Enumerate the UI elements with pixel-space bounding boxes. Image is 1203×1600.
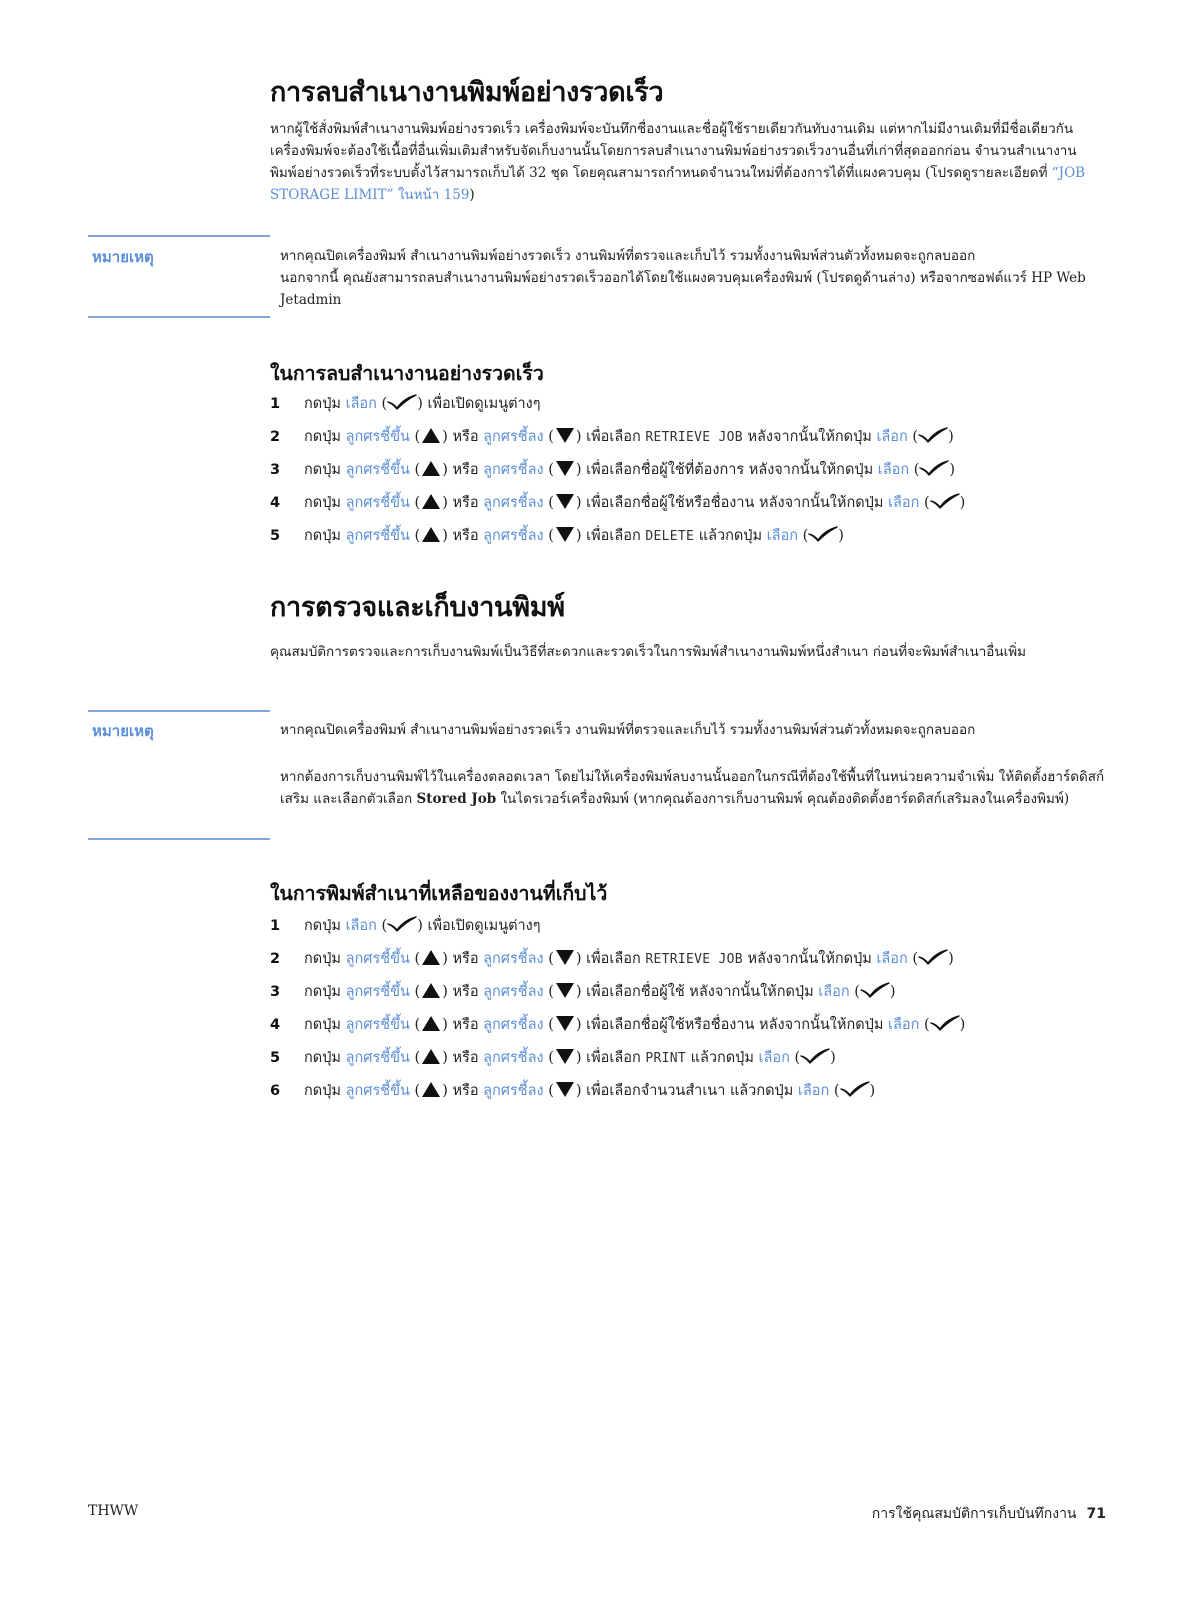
step-body: กดปุ่ม ลูกศรชี้ขึ้น ( ) หรือ ลูกศรชี้ลง ( ) เพื่อเลือก PRINT แล้วกดปุ่ม เลือก ( ) [304, 1050, 836, 1066]
paragraph-text-end: ) [469, 187, 475, 203]
step-number: 3 [270, 984, 281, 1000]
up-arrow-button-label[interactable]: ลูกศรชี้ขึ้น [345, 495, 410, 511]
down-arrow-button-label[interactable]: ลูกศรชี้ลง [483, 1050, 544, 1066]
checkmark-icon [930, 1015, 960, 1031]
up-arrow-triangle-icon [422, 1049, 440, 1064]
section-title-quick-copy-delete: การลบสำเนางานพิมพ์อย่างรวดเร็ว [270, 77, 664, 108]
up-arrow-triangle-icon [422, 950, 440, 965]
step-text: แล้วกดปุ่ม [694, 528, 767, 544]
step-text: แล้วกดปุ่ม [685, 1050, 759, 1066]
step-text: หลังจากนั้นให้กดปุ่ม [742, 951, 877, 967]
down-arrow-triangle-icon [556, 527, 574, 542]
note-label-2: หมายเหตุ [92, 722, 154, 740]
step-text: เพื่อเลือกจำนวนสำเนา [581, 1083, 726, 1099]
step-text: หรือ [447, 429, 484, 445]
up-arrow-button-label[interactable]: ลูกศรชี้ขึ้น [345, 1083, 410, 1099]
subsection-title-print-remaining: ในการพิมพ์สำเนาที่เหลือของงานที่เก็บไว้ [270, 882, 608, 905]
step-text: หรือ [447, 951, 484, 967]
down-arrow-button-label[interactable]: ลูกศรชี้ลง [483, 495, 544, 511]
note-top-rule [88, 235, 270, 237]
step-text: เพื่อเลือก [581, 429, 646, 445]
step-text: เพื่อเลือก [581, 951, 646, 967]
step-text: เพื่อเลือกชื่อผู้ใช้ที่ต้องการ [581, 462, 745, 478]
down-arrow-button-label[interactable]: ลูกศรชี้ลง [483, 984, 544, 1000]
step-text: กดปุ่ม [304, 1050, 346, 1066]
select-button-label[interactable]: เลือก [345, 396, 377, 412]
step-body: กดปุ่ม ลูกศรชี้ขึ้น ( ) หรือ ลูกศรชี้ลง ( ) เพื่อเลือกชื่อผู้ใช้หรือชื่องาน หลังจากนั้นให้กดปุ่ม เลือก ( ) [304, 495, 966, 511]
step-number: 2 [270, 951, 281, 967]
select-button-label[interactable]: เลือก [888, 495, 920, 511]
step-text: หรือ [447, 462, 484, 478]
step-body: กดปุ่ม ลูกศรชี้ขึ้น ( ) หรือ ลูกศรชี้ลง ( ) เพื่อเลือกชื่อผู้ใช้ หลังจากนั้นให้กดปุ่ม เลือก ( ) [304, 984, 896, 1000]
checkmark-icon [800, 1048, 830, 1064]
note-bottom-rule [88, 316, 270, 318]
page-number: 71 [1086, 1506, 1106, 1522]
select-button-label[interactable]: เลือก [758, 1050, 790, 1066]
note-label: หมายเหตุ [92, 248, 154, 266]
step-text: กดปุ่ม [304, 528, 346, 544]
up-arrow-triangle-icon [422, 494, 440, 509]
up-arrow-button-label[interactable]: ลูกศรชี้ขึ้น [345, 462, 410, 478]
down-arrow-triangle-icon [556, 494, 574, 509]
select-button-label[interactable]: เลือก [876, 429, 908, 445]
select-button-label[interactable]: เลือก [797, 1083, 830, 1099]
step-number: 6 [270, 1083, 281, 1099]
step-text: เพื่อเลือกชื่อผู้ใช้หรือชื่องาน [581, 495, 755, 511]
step-body: กดปุ่ม ลูกศรชี้ขึ้น ( ) หรือ ลูกศรชี้ลง ( ) เพื่อเลือกชื่อผู้ใช้หรือชื่องาน หลังจากนั้นให้กดปุ่ม เลือก ( ) [304, 1017, 966, 1033]
select-button-label[interactable]: เลือก [345, 918, 377, 934]
note-bottom-rule-2 [88, 838, 270, 840]
up-arrow-triangle-icon [422, 527, 440, 542]
down-arrow-button-label[interactable]: ลูกศรชี้ลง [483, 462, 544, 478]
step-text: เพื่อเปิดดูเมนูต่างๆ [422, 918, 541, 934]
note-text-line-2: นอกจากนี้ คุณยังสามารถลบสำเนางานพิมพ์อย่างรวดเร็วออกได้โดยใช้แผงควบคุมเครื่องพิมพ์ (โปรดดูด้านล่าง) หรือจากซอฟต์แวร์ HP Web Jetadmin [280, 270, 1086, 308]
up-arrow-button-label[interactable]: ลูกศรชี้ขึ้น [345, 429, 410, 445]
up-arrow-triangle-icon [422, 1082, 440, 1097]
checkmark-icon [808, 526, 838, 542]
paragraph-text: หากผู้ใช้สั่งพิมพ์สำเนางานพิมพ์อย่างรวดเร็ว เครื่องพิมพ์จะบันทึกชื่องานและชื่อผู้ใช้รายเดียวกันทับงานเดิม แต่หากไม่มีงานเดิมที่มีชื่อเดียวกัน เครื่องพิมพ์จะต้องใช้เนื้อที่อื่นเพิ่มเติมสำหรับจัดเก็บงานนั้นโดยการลบสำเนางานพิมพ์อย่างรวดเร็วงานอื่นที่เก่าที่สุดออกก่อน จำนวนสำเนางานพิมพ์อย่างรวดเร็วที่ระบบตั้งไว้สามารถเก็บได้ 32 ชุด โดยคุณสามารถกำหนดจำนวนใหม่ที่ต้องการได้ที่แผงควบคุม (โปรดดูรายละเอียดที่ [270, 121, 1077, 181]
step-text: หลังจากนั้นให้กดปุ่ม [754, 1017, 889, 1033]
down-arrow-button-label[interactable]: ลูกศรชี้ลง [483, 951, 544, 967]
step-text: หรือ [447, 1017, 484, 1033]
step-text: แล้วกดปุ่ม [725, 1083, 798, 1099]
up-arrow-button-label[interactable]: ลูกศรชี้ขึ้น [345, 1050, 410, 1066]
menu-item-code: PRINT [645, 1051, 686, 1066]
step-text: หลังจากนั้นให้กดปุ่ม [742, 429, 877, 445]
note-text-line-1: หากคุณปิดเครื่องพิมพ์ สำเนางานพิมพ์อย่างรวดเร็ว งานพิมพ์ที่ตรวจและเก็บไว้ รวมทั้งงานพิมพ์ส่วนตัวทั้งหมดจะถูกลบออก [280, 248, 976, 264]
step-body: กดปุ่ม ลูกศรชี้ขึ้น ( ) หรือ ลูกศรชี้ลง ( ) เพื่อเลือก RETRIEVE JOB หลังจากนั้นให้กดปุ่ม เลือก ( ) [304, 951, 954, 967]
up-arrow-triangle-icon [422, 461, 440, 476]
down-arrow-triangle-icon [556, 461, 574, 476]
step-body: กดปุ่ม เลือก ( ) เพื่อเปิดดูเมนูต่างๆ [304, 396, 541, 412]
menu-item-code: RETRIEVE JOB [645, 430, 743, 445]
checkmark-icon [930, 493, 960, 509]
up-arrow-triangle-icon [422, 983, 440, 998]
checkmark-icon [840, 1081, 870, 1097]
section-title-proof-and-hold: การตรวจและเก็บงานพิมพ์ [270, 592, 565, 623]
checkmark-icon [919, 460, 949, 476]
footer-code: THWW [88, 1503, 139, 1519]
up-arrow-triangle-icon [422, 1016, 440, 1031]
step-text: กดปุ่ม [304, 918, 346, 934]
step-text: กดปุ่ม [304, 951, 346, 967]
step-text: หลังจากนั้นให้กดปุ่ม [754, 495, 889, 511]
step-text: หลังจากนั้นให้กดปุ่ม [744, 462, 878, 478]
step-text: กดปุ่ม [304, 984, 346, 1000]
step-text: เพื่อเลือกชื่อผู้ใช้ [581, 984, 685, 1000]
step-text: กดปุ่ม [304, 462, 346, 478]
step-text: หลังจากนั้นให้กดปุ่ม [684, 984, 819, 1000]
up-arrow-button-label[interactable]: ลูกศรชี้ขึ้น [345, 984, 410, 1000]
stored-job-option-label: Stored Job [416, 791, 497, 807]
step-body: กดปุ่ม ลูกศรชี้ขึ้น ( ) หรือ ลูกศรชี้ลง ( ) เพื่อเลือกจำนวนสำเนา แล้วกดปุ่ม เลือก ( ) [304, 1083, 876, 1099]
step-body: กดปุ่ม ลูกศรชี้ขึ้น ( ) หรือ ลูกศรชี้ลง ( ) เพื่อเลือก RETRIEVE JOB หลังจากนั้นให้กดปุ่ม เลือก ( ) [304, 429, 954, 445]
job-storage-limit-link[interactable]: “JOB STORAGE LIMIT” ในหน้า 159 [270, 165, 1086, 203]
step-text: เพื่อเลือก [581, 1050, 646, 1066]
checkmark-icon [918, 427, 948, 443]
section-intro-paragraph-2: คุณสมบัติการตรวจและการเก็บงานพิมพ์เป็นวิธีที่สะดวกและรวดเร็วในการพิมพ์สำเนางานพิมพ์หนึ่งสำเนา ก่อนที่จะพิมพ์สำเนาอื่นเพิ่ม [270, 644, 1027, 660]
step-text: เพื่อเลือก [581, 528, 646, 544]
down-arrow-triangle-icon [556, 1049, 574, 1064]
note2-text-suffix: ในไดรเวอร์เครื่องพิมพ์ (หากคุณต้องการเก็บงานพิมพ์ คุณต้องติดตั้งฮาร์ดดิสก์เสริมลงในเครื่องพิมพ์) [496, 791, 1070, 807]
note2-text-prefix: หากต้องการเก็บงานพิมพ์ไว้ในเครื่องตลอดเวลา โดยไม่ให้เครื่องพิมพ์ลบงานนั้นออกในกรณีที่ต้องใช้พื้นที่ในหน่วยความจำเพิ่ม ให้ติดตั้งฮาร์ดดิสก์เสริม และเลือกตัวเลือก [280, 769, 1105, 807]
checkmark-icon [860, 982, 890, 998]
step-body: กดปุ่ม ลูกศรชี้ขึ้น ( ) หรือ ลูกศรชี้ลง ( ) เพื่อเลือกชื่อผู้ใช้ที่ต้องการ หลังจากนั้นให้กดปุ่ม เลือก ( ) [304, 462, 956, 478]
checkmark-icon [387, 394, 417, 410]
step-text: กดปุ่ม [304, 396, 346, 412]
step-text: เพื่อเลือกชื่อผู้ใช้หรือชื่องาน [581, 1017, 755, 1033]
down-arrow-triangle-icon [556, 983, 574, 998]
step-text: หรือ [447, 1083, 484, 1099]
step-number: 1 [270, 396, 281, 412]
step-text: เพื่อเปิดดูเมนูต่างๆ [422, 396, 541, 412]
step-number: 3 [270, 462, 281, 478]
step-number: 1 [270, 918, 281, 934]
menu-item-code: RETRIEVE JOB [645, 952, 743, 967]
select-button-label[interactable]: เลือก [876, 951, 908, 967]
step-text: กดปุ่ม [304, 1083, 346, 1099]
down-arrow-triangle-icon [556, 428, 574, 443]
step-text: กดปุ่ม [304, 429, 346, 445]
down-arrow-triangle-icon [556, 1082, 574, 1097]
down-arrow-triangle-icon [556, 1016, 574, 1031]
footer-chapter-title: การใช้คุณสมบัติการเก็บบันทึกงาน [871, 1506, 1077, 1522]
note2-text-line-1: หากคุณปิดเครื่องพิมพ์ สำเนางานพิมพ์อย่างรวดเร็ว งานพิมพ์ที่ตรวจและเก็บไว้ รวมทั้งงานพิมพ์ส่วนตัวทั้งหมดจะถูกลบออก [280, 722, 976, 738]
step-text: หรือ [447, 495, 484, 511]
select-button-label[interactable]: เลือก [766, 528, 799, 544]
up-arrow-button-label[interactable]: ลูกศรชี้ขึ้น [345, 1017, 410, 1033]
step-text: หรือ [447, 984, 484, 1000]
step-number: 5 [270, 528, 281, 544]
subsection-title-delete-quick-copy: ในการลบสำเนางานอย่างรวดเร็ว [270, 362, 544, 385]
step-number: 4 [270, 495, 281, 511]
checkmark-icon [387, 916, 417, 932]
up-arrow-triangle-icon [422, 428, 440, 443]
down-arrow-triangle-icon [556, 950, 574, 965]
checkmark-icon [918, 949, 948, 965]
footer-chapter [872, 1503, 1106, 1525]
select-button-label[interactable]: เลือก [818, 984, 850, 1000]
section-intro-paragraph [270, 118, 1100, 206]
step-text: หรือ [447, 1050, 484, 1066]
step-body: กดปุ่ม ลูกศรชี้ขึ้น ( ) หรือ ลูกศรชี้ลง ( ) เพื่อเลือก DELETE แล้วกดปุ่ม เลือก ( ) [304, 528, 844, 544]
step-number: 2 [270, 429, 281, 445]
note2-text-line-2 [280, 766, 1120, 810]
select-button-label[interactable]: เลือก [888, 1017, 920, 1033]
menu-item-code: DELETE [645, 529, 695, 544]
step-number: 4 [270, 1017, 281, 1033]
note-top-rule-2 [88, 710, 270, 712]
down-arrow-button-label[interactable]: ลูกศรชี้ลง [483, 429, 544, 445]
down-arrow-button-label[interactable]: ลูกศรชี้ลง [483, 1083, 544, 1099]
up-arrow-button-label[interactable]: ลูกศรชี้ขึ้น [345, 951, 410, 967]
down-arrow-button-label[interactable]: ลูกศรชี้ลง [483, 1017, 544, 1033]
step-body: กดปุ่ม เลือก ( ) เพื่อเปิดดูเมนูต่างๆ [304, 918, 541, 934]
step-text: กดปุ่ม [304, 1017, 346, 1033]
step-text: หรือ [447, 528, 484, 544]
step-text: กดปุ่ม [304, 495, 346, 511]
step-number: 5 [270, 1050, 281, 1066]
down-arrow-button-label[interactable]: ลูกศรชี้ลง [483, 528, 544, 544]
up-arrow-button-label[interactable]: ลูกศรชี้ขึ้น [345, 528, 410, 544]
select-button-label[interactable]: เลือก [877, 462, 910, 478]
